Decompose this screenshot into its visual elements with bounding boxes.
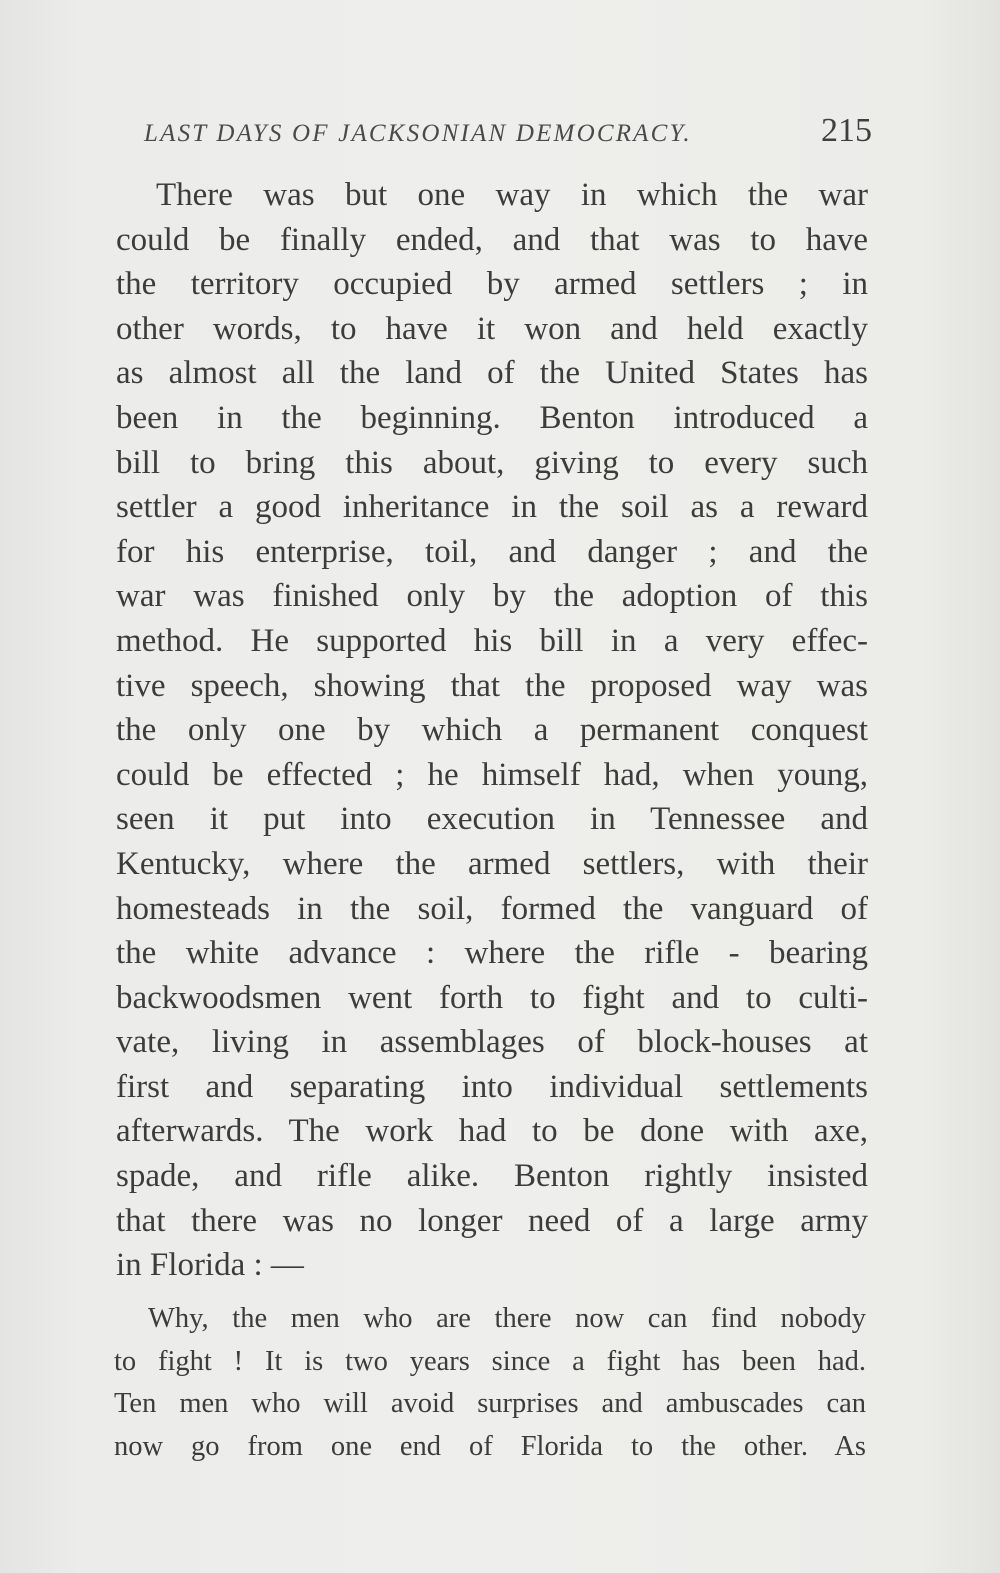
quote-line: now go from one end of Florida to the other. As xyxy=(114,1430,866,1462)
text-line: Kentucky, where the armed settlers, with their xyxy=(116,845,868,882)
quote-line: Ten men who will avoid surprises and ambuscades can xyxy=(114,1388,866,1419)
text-line: vate, living in assemblages of block-houses at xyxy=(116,1024,868,1061)
running-head: LAST DAYS OF JACKSONIAN DEMOCRACY. xyxy=(144,120,692,147)
quote-line: to fight ! It is two years since a fight has been had. xyxy=(114,1345,866,1377)
quote-line: Why, the men who are there now can find nobody xyxy=(148,1303,866,1334)
text-line: the white advance : where the rifle - bearing xyxy=(116,935,868,972)
text-line: backwoodsmen went forth to fight and to culti- xyxy=(116,979,868,1016)
page-header xyxy=(118,112,874,158)
text-line: tive speech, showing that the proposed way was xyxy=(116,667,868,704)
text-line: in Florida : — xyxy=(116,1247,304,1284)
text-line: spade, and rifle alike. Benton rightly insisted xyxy=(116,1158,868,1195)
text-line: There was but one way in which the war xyxy=(156,177,868,213)
block-quote xyxy=(114,1298,866,1468)
body-paragraph xyxy=(116,173,868,1288)
page-number: 215 xyxy=(821,112,872,149)
text-line: method. He supported his bill in a very effec- xyxy=(116,622,868,659)
text-line: homesteads in the soil, formed the vanguard of xyxy=(116,890,868,927)
text-line: settler a good inheritance in the soil as a reward xyxy=(116,489,868,526)
text-line: been in the beginning. Benton introduced a xyxy=(116,399,868,436)
text-line: could be finally ended, and that was to have xyxy=(116,221,868,258)
text-line: afterwards. The work had to be done with axe, xyxy=(116,1113,868,1150)
text-line: could be effected ; he himself had, when young, xyxy=(116,756,868,793)
text-line: that there was no longer need of a large army xyxy=(116,1202,868,1239)
text-line: first and separating into individual settlements xyxy=(116,1068,868,1105)
text-line: seen it put into execution in Tennessee and xyxy=(116,801,868,838)
text-line: bill to bring this about, giving to every such xyxy=(116,444,868,481)
text-line: for his enterprise, toil, and danger ; and the xyxy=(116,533,868,570)
text-line: the territory occupied by armed settlers ; in xyxy=(116,266,868,303)
text-line: as almost all the land of the United States has xyxy=(116,355,868,392)
text-line: other words, to have it won and held exactly xyxy=(116,310,868,347)
text-line: war was finished only by the adoption of this xyxy=(116,578,868,615)
text-line: the only one by which a permanent conquest xyxy=(116,712,868,749)
